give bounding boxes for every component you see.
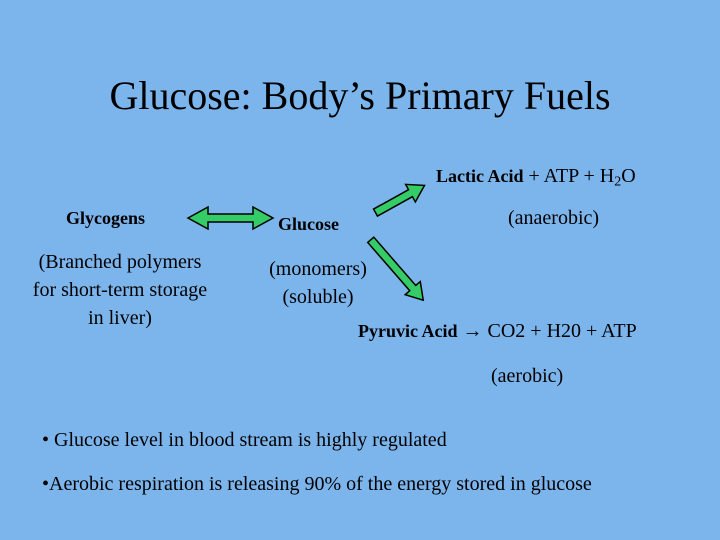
glycogens-desc-line: for short-term storage bbox=[32, 279, 208, 301]
pyruvic-acid-products: CO2 + H20 + ATP bbox=[482, 320, 637, 342]
glucose-to-lactic-arrow bbox=[371, 177, 430, 222]
glucose-to-pyruvic-arrow bbox=[363, 233, 431, 306]
glycogens-desc-line: in liver) bbox=[88, 307, 152, 329]
glycogens-desc-line: (Branched polymers bbox=[38, 251, 202, 273]
anaerobic-label: (anaerobic) bbox=[508, 207, 600, 229]
lactic-acid-subscript: 2 bbox=[614, 174, 622, 190]
bullet-item: • Glucose level in blood stream is highly regulated bbox=[42, 429, 447, 451]
lactic-acid-products: + ATP + H bbox=[523, 165, 615, 187]
aerobic-label: (aerobic) bbox=[491, 365, 564, 387]
bullet-list bbox=[42, 426, 662, 514]
glucose-desc-line: (monomers) bbox=[269, 258, 367, 280]
lactic-acid-label: Lactic Acid bbox=[436, 166, 524, 186]
lactic-acid-tail: O bbox=[621, 165, 636, 187]
glucose-label: Glucose bbox=[278, 214, 339, 234]
pyruvic-acid-label: Pyruvic Acid bbox=[358, 321, 458, 341]
yields-arrow-icon: → bbox=[462, 320, 483, 342]
glycogen-glucose-double-arrow bbox=[188, 207, 273, 229]
slide-title: Glucose: Body’s Primary Fuels bbox=[109, 73, 611, 118]
bullet-item: •Aerobic respiration is releasing 90% of the energy stored in glucose bbox=[42, 473, 592, 495]
glycogens-label: Glycogens bbox=[66, 208, 145, 228]
glucose-desc-line: (soluble) bbox=[282, 286, 354, 308]
